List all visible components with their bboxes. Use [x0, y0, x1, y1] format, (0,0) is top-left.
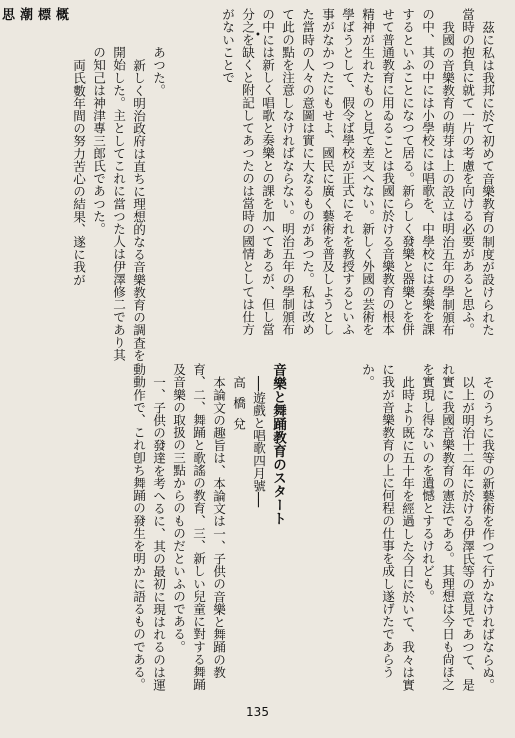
paragraph: 新しく明治政府は直ちに理想的なる音樂教育の調査を開始した。主としてこれに當つた人は伊澤修二であり其の知己は神津專三郎氏であつた。 — [91, 46, 146, 361]
paragraph: 両氏數年間の努力苦心の結果、遂に我が — [71, 58, 86, 286]
ornament-dot: • — [255, 30, 261, 41]
author-name: 高橋兌 — [231, 375, 246, 438]
paragraph: 我國の音樂教育の萌芽は上の設立は明治五年の學制頒布の中、其の中には小學校には唱歌を、中學校には奏樂を課するといふことになつて居る。新らしく發樂と器樂とを併せて普通教育に用ゐることは我國に於ける音樂教育の根本精神が生れたものと見て差支へない。新しく外國の芸術を學ばうとして、假令ば學校が正式にそれを教授するといふ事がなかつたにもせよ、國民に廣く藝術を普及しようとした當時の人々の意圖は實に大なるものがあつた。私は改めて此の點を注意しなければならない。明治五年の學制頒布の中には新しく唱歌と奏樂との課を加へてあるが、但し當分之を缺くと附記してあつたのは當時の國情としては仕方がないことで — [220, 8, 455, 336]
running-header: 思潮標概 — [2, 8, 75, 23]
paragraph: あつた。 — [151, 46, 166, 97]
article-subtitle: ──遊戲と唱歌四月號── — [251, 375, 266, 507]
article-text-bottom-left — [8, 363, 288, 693]
paragraph: 茲に私は我邦に於て初めて音樂教育の制度が設けられた當時の抱負に就て一片の考慮を向ける必要があると思ふ。 — [460, 8, 495, 336]
paragraph: 一、子供の發達を考へるに、其の最初に現はれるのは運動動作で、これ卽ち舞踊の發生を明かに語るものである。 — [131, 363, 166, 691]
section-title: 音樂と舞踊教育のスタート — [270, 363, 286, 525]
paragraph: そのうちに我等の新藝術を作つて行かなければならぬ。 — [480, 375, 495, 691]
paragraph: 本論文の趣旨は、本論文は一、子供の音樂と舞踊の教育、二、舞踊と歌謠の教育、三、新しい兒童に對する舞踊及音樂の取扱の三點からのものだといふのである。 — [171, 363, 226, 691]
page-number: 135 — [246, 705, 269, 719]
article-text-bottom-right — [297, 363, 497, 693]
paragraph: 此時より既に五十年を經過した今日に於いて、我々は實に我が音樂教育の上に何程の仕事を成し遂げたであらうか。 — [360, 363, 415, 691]
article-text-top-left — [8, 46, 168, 366]
article-text-top-right — [177, 8, 497, 341]
paragraph: 以上が明治十二年に於ける伊澤氏等の意見であつて、是れ實に我國音樂教育の憲法である。其理想は今日も尙ほ之を實現し得ないのを遺憾とするけれども。 — [420, 363, 475, 691]
